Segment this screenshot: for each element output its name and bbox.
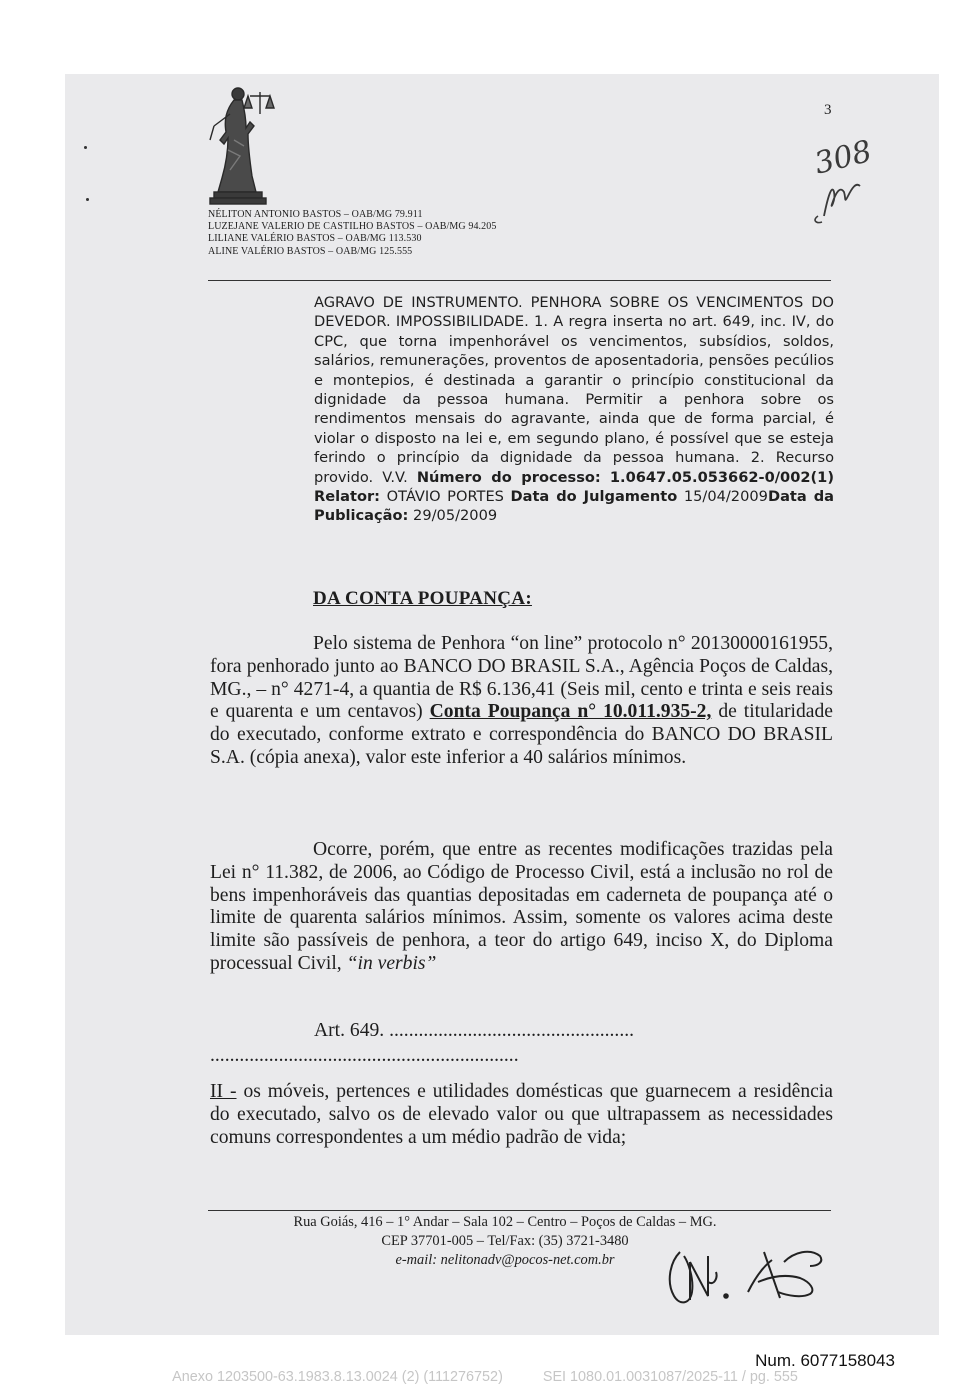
paragraph-lei-text: Ocorre, porém, que entre as recentes modificações trazidas pela Lei n° 11.382, de 2006, ao Código de Processo Civil, está a inclusão no rol de bens impenhoráveis das quantias depositadas em caderneta de poupança até o limite de quarenta salários mínimos. Assim, somente os valores acima deste limite são passíveis de penhora, a teor do artigo 649, inciso X, do Diploma processual Civil, bbox=[210, 839, 833, 974]
process-number: 1.0647.05.053662-0/002(1) bbox=[609, 468, 835, 486]
jurisprudence-ementa bbox=[314, 293, 834, 526]
ellipsis-line: ............................................................... bbox=[210, 1045, 519, 1066]
annex-watermark bbox=[0, 1369, 970, 1385]
document-number: Num. 6077158043 bbox=[755, 1351, 895, 1370]
header-divider bbox=[208, 280, 831, 281]
relator-label: Relator: bbox=[314, 488, 381, 506]
publication-date-label: Data da Publicação: bbox=[314, 488, 835, 525]
inciso-text: os móveis, pertences e utilidades domésticas que guarnecem a residência do executado, salvo os de elevado valor ou que ultrapassem as necessidades comuns correspondentes a um médio padrão de vida; bbox=[210, 1081, 833, 1148]
paragraph-penhora bbox=[210, 633, 833, 770]
annex-reference: Anexo 1203500-63.1983.8.13.0024 (2) (111276752) bbox=[172, 1369, 503, 1385]
judgment-date-label: Data do Julgamento bbox=[510, 488, 678, 506]
lawyer-name: NÉLITON ANTONIO BASTOS – OAB/MG 79.911 bbox=[208, 209, 423, 220]
lawyer-name: ALINE VALÉRIO BASTOS – OAB/MG 125.555 bbox=[208, 245, 413, 257]
scan-speck bbox=[86, 198, 89, 201]
justice-statue-logo bbox=[200, 80, 280, 208]
footer-divider bbox=[208, 1210, 831, 1211]
in-verbis-quote: “in verbis” bbox=[346, 952, 437, 974]
footer-contact: CEP 37701-005 – Tel/Fax: (35) 3721-3480 bbox=[381, 1233, 629, 1249]
article-reference: Art. 649. .................................................. bbox=[314, 1020, 635, 1041]
footer-email: e-mail: nelitonadv@pocos-net.com.br bbox=[395, 1252, 615, 1268]
paragraph-penhora-continuation: de titularidade do executado, conforme extrato e correspondência do BANCO DO BRASIL S.A. (cópia anexa), valor este inferior a 40 salários mínimos. bbox=[210, 701, 833, 768]
relator-name: OTÁVIO PORTES bbox=[386, 488, 504, 506]
lawyers-list bbox=[208, 209, 496, 258]
paragraph-inciso bbox=[210, 1081, 833, 1149]
paragraph-lei bbox=[210, 839, 833, 976]
lawyer-name: LUZEJANE VALERIO DE CASTILHO BASTOS – OAB/MG 94.205 bbox=[208, 221, 497, 233]
sei-reference: SEI 1080.01.0031087/2025-11 / pg. 555 bbox=[542, 1369, 798, 1385]
section-title: DA CONTA POUPANÇA: bbox=[313, 588, 532, 609]
handwritten-stamp-number: 308 bbox=[811, 133, 876, 182]
lawyer-name: LILIANE VALÉRIO BASTOS – OAB/MG 113.530 bbox=[208, 233, 422, 245]
page-number: 3 bbox=[824, 102, 832, 118]
footer-street: Rua Goiás, 416 – 1° Andar – Sala 102 – Centro – Poços de Caldas – MG. bbox=[293, 1214, 717, 1230]
savings-account-number: Conta Poupança n° 10.011.935-2, bbox=[429, 701, 712, 723]
inciso-number: II - bbox=[210, 1081, 237, 1102]
signatures bbox=[660, 1222, 840, 1312]
process-number-label: Número do processo: bbox=[416, 468, 601, 486]
judgment-date: 15/04/2009 bbox=[683, 488, 768, 506]
ementa-text: AGRAVO DE INSTRUMENTO. PENHORA SOBRE OS VENCIMENTOS DO DEVEDOR. IMPOSSIBILIDADE. 1. A regra inserta no art. 649, inc. IV, do CPC, que torna impenhorável os vencimentos, subsídios, soldos, salários, remunerações, proventos de aposentadoria, pensões pecúlios e montepios, é destinada a garantir o princípio constitucional da dignidade da pessoa humana. Permitir a penhora sobre os rendimentos mensais do agravante, ainda que de forma parcial, é violar o disposto na lei e, em segundo plano, é possível que se esteja ferindo o princípio da dignidade da pessoa humana. 2. Recurso provido. V.V. bbox=[314, 294, 834, 486]
publication-date: 29/05/2009 bbox=[413, 507, 498, 525]
paragraph-penhora-text: Pelo sistema de Penhora “on line” protocolo n° 20130000161955, fora penhorado junto ao BANCO DO BRASIL S.A., Agência Poços de Caldas, MG., – n° 4271-4, a quantia de R$ 6.136,41 (Seis mil, cento e trinta e seis reais e quarenta e um centavos) bbox=[210, 633, 833, 723]
scan-speck bbox=[84, 146, 87, 149]
handwritten-stamp bbox=[800, 126, 884, 230]
